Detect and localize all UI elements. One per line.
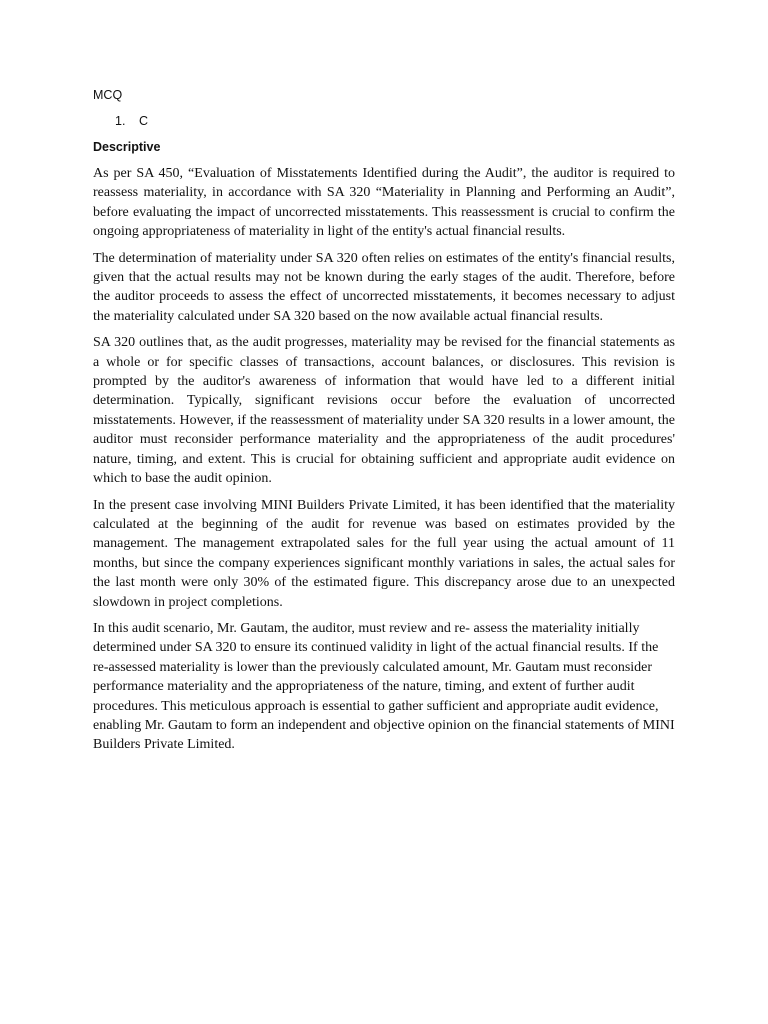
paragraph-mini-builders-case: In the present case involving MINI Builders Private Limited, it has been identified that the materiality calculated at the beginning of the audit for revenue was based on estimates provided by the management. The management extrapolated sales for the full year using the actual amount of 11 months, but since the company experiences significant monthly variations in sales, the actual sales for the last month were only 30% of the estimated figure. This discrepancy arose due to an unexpected slowdown in project completions. xyxy=(93,497,675,610)
descriptive-heading: Descriptive xyxy=(93,140,161,154)
mcq-label: MCQ xyxy=(93,88,123,102)
mcq-question-number: 1. xyxy=(115,114,126,128)
mcq-answer-list xyxy=(93,112,675,130)
paragraph-sa450-reassessment: As per SA 450, “Evaluation of Misstatements Identified during the Audit”, the auditor is required to reassess materiality, in accordance with SA 320 “Materiality in Planning and Performing an Audit”, before evaluating the impact of uncorrected misstatements. This reassessment is crucial to confirm the ongoing appropriateness of materiality in light of the entity's actual financial results. xyxy=(93,166,675,240)
mcq-answer: C xyxy=(139,114,149,128)
mcq-answer-item xyxy=(93,112,675,130)
paragraph-auditor-conclusion: In this audit scenario, Mr. Gautam, the auditor, must review and re- assess the materiality initially determined under SA 320 to ensure its continued validity in light of the actual financial results. If the re-assessed materiality is lower than the previously calculated amount, Mr. Gautam must reconsider performance materiality and the appropriateness of the nature, timing, and extent of further audit procedures. This meticulous approach is essential to gather sufficient and appropriate audit evidence, enabling Mr. Gautam to form an independent and objective opinion on the financial statements of MINI Builders Private Limited. xyxy=(93,620,675,753)
paragraph-materiality-revision: SA 320 outlines that, as the audit progresses, materiality may be revised for the financial statements as a whole or for specific classes of transactions, account balances, or disclosures. This revision is prompted by the auditor's awareness of information that would have led to a different initial determination. Typically, significant revisions occur before the evaluation of uncorrected misstatements. However, if the reassessment of materiality under SA 320 results in a lower amount, the auditor must reconsider performance materiality and the appropriateness of the audit procedures' nature, timing, and extent. This is crucial for obtaining sufficient and appropriate audit evidence on which to base the audit opinion. xyxy=(93,335,675,487)
document-body xyxy=(93,86,675,762)
paragraph-materiality-estimates: The determination of materiality under SA 320 often relies on estimates of the entity's financial results, given that the actual results may not be known during the early stages of the audit. Therefore, before the auditor proceeds to assess the effect of uncorrected misstatements, it becomes necessary to adjust the materiality calculated under SA 320 based on the now available actual financial results. xyxy=(93,250,675,324)
